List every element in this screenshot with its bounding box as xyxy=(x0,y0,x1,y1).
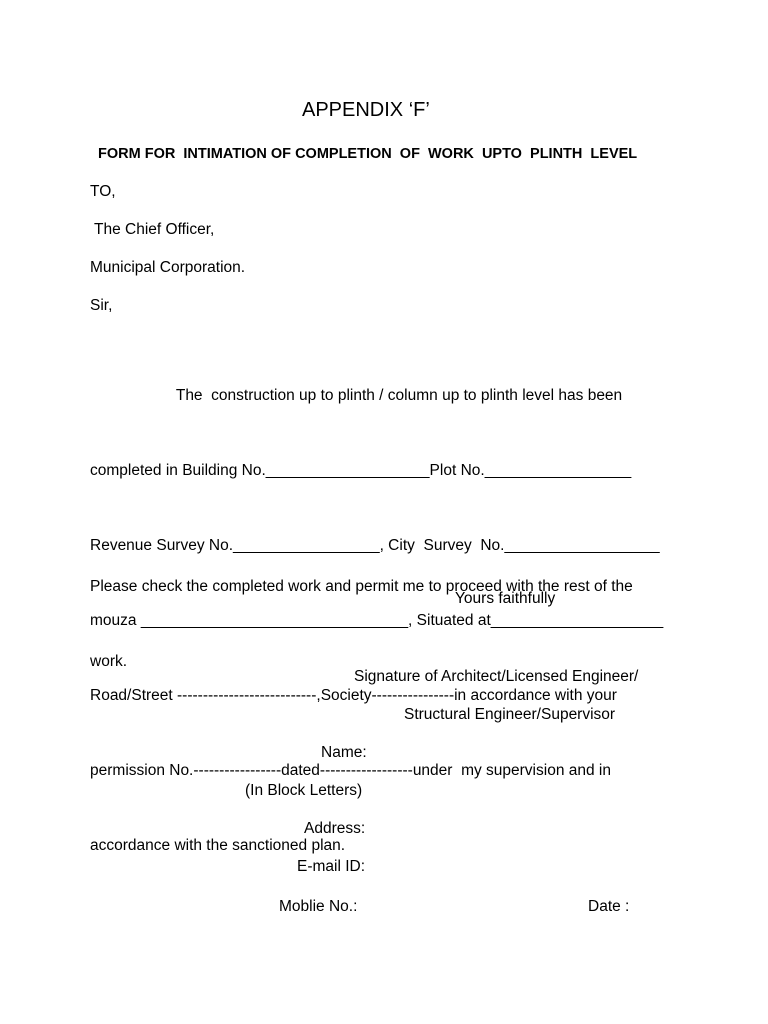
body-line: accordance with the sanctioned plan. xyxy=(90,837,346,854)
body-line: Road/Street ---------------------------,Society----------------in accordance with your xyxy=(90,687,617,704)
date-field-label: Date : xyxy=(588,898,630,915)
salutation-line: Sir, xyxy=(90,297,113,314)
signature-line-1: Signature of Architect/Licensed Engineer/ xyxy=(354,668,639,685)
request-line: work. xyxy=(90,653,128,670)
form-subtitle: FORM FOR INTIMATION OF COMPLETION OF WORK UPTO PLINTH LEVEL xyxy=(98,146,638,162)
closing-line: Yours faithfully xyxy=(455,590,556,607)
mobile-field-label: Moblie No.: xyxy=(279,898,358,915)
organization-line: Municipal Corporation. xyxy=(90,259,246,276)
request-paragraph xyxy=(90,524,633,724)
email-field-label: E-mail ID: xyxy=(297,858,366,875)
block-letters-label: (In Block Letters) xyxy=(245,782,363,799)
recipient-line: The Chief Officer, xyxy=(90,221,215,238)
body-line: permission No.-----------------dated------------------under my supervision and in xyxy=(90,762,611,779)
to-label: TO, xyxy=(90,183,116,200)
name-field-label: Name: xyxy=(321,744,367,761)
body-line: completed in Building No.___________________Plot No._________________ xyxy=(90,462,632,479)
document-title: APPENDIX ‘F’ xyxy=(302,99,430,121)
body-line: The construction up to plinth / column up to plinth level has been xyxy=(90,387,623,404)
signature-line-2: Structural Engineer/Supervisor xyxy=(404,706,616,723)
body-line: mouza _______________________________, Situated at____________________ xyxy=(90,612,664,629)
request-line: Please check the completed work and permit me to proceed with the rest of the xyxy=(90,578,633,595)
body-line: Revenue Survey No._________________, City Survey No.__________________ xyxy=(90,537,660,554)
address-field-label: Address: xyxy=(304,820,366,837)
